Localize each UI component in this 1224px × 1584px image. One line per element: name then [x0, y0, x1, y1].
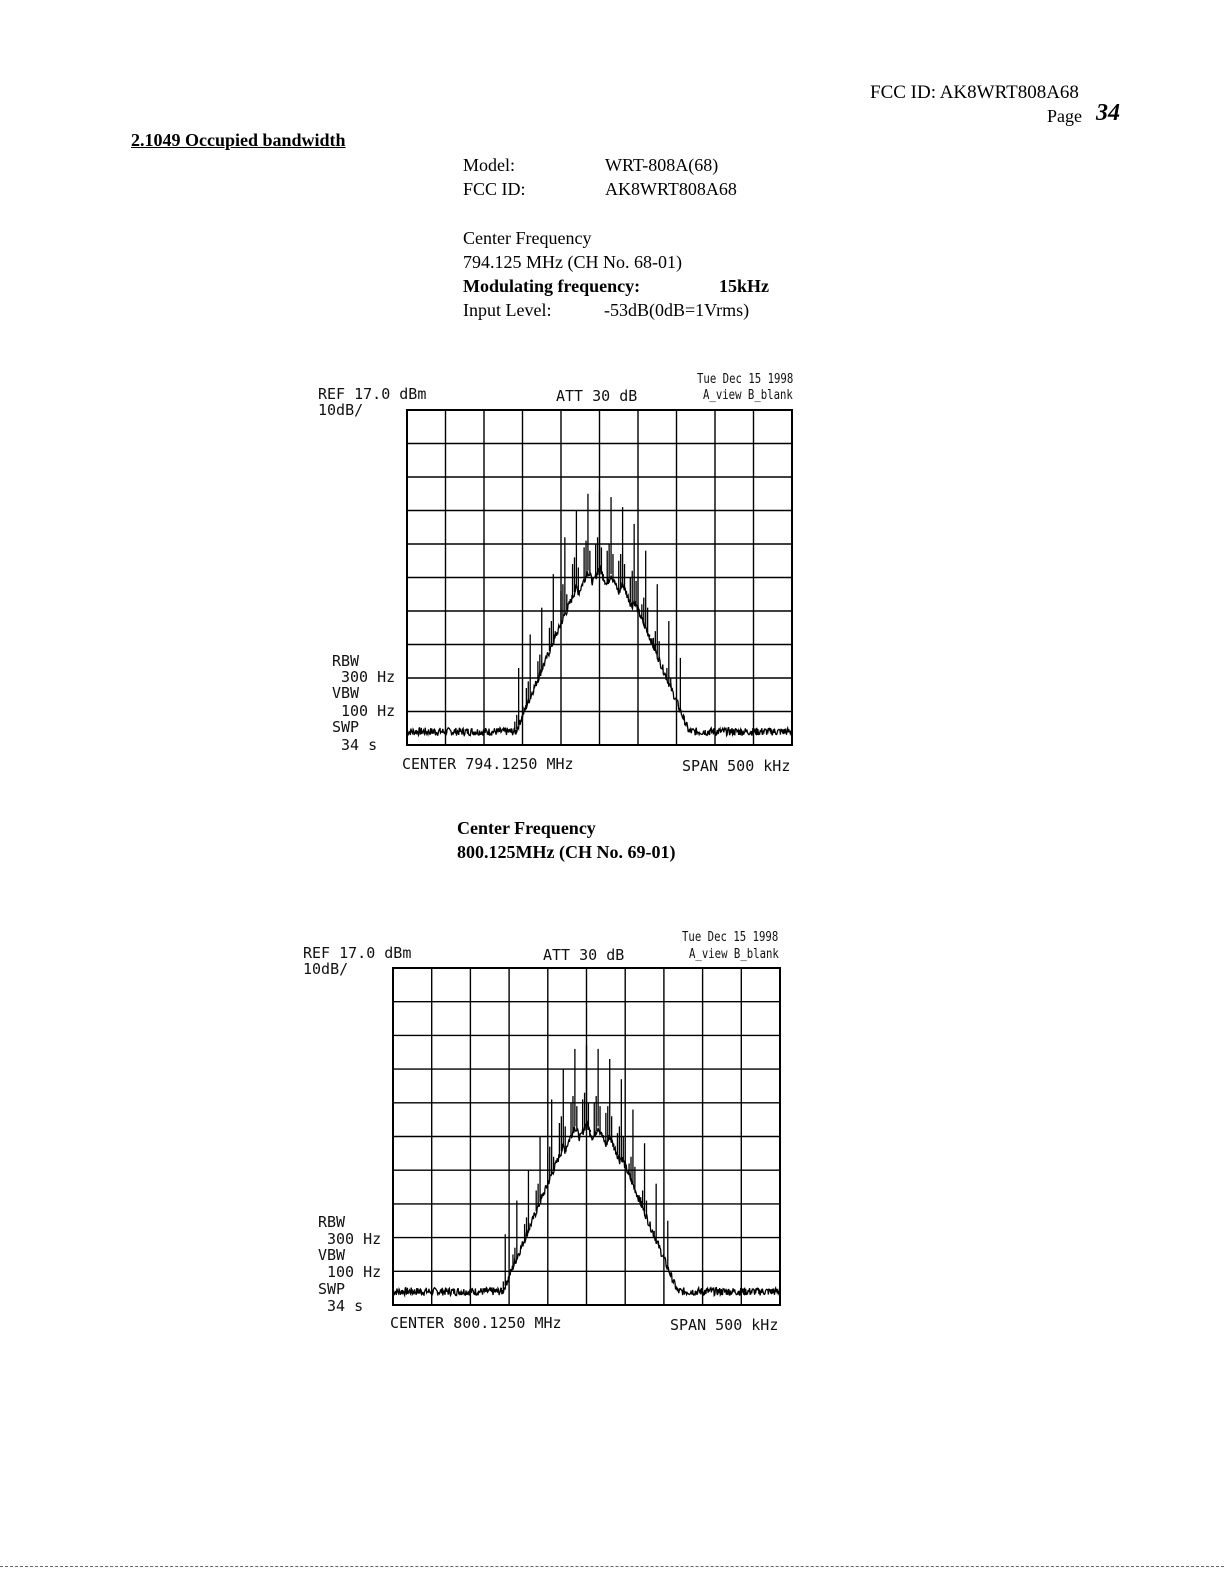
- fcc-id-header: FCC ID: AK8WRT808A68: [870, 82, 1079, 103]
- plot2-rbw-label: RBW: [318, 1213, 346, 1231]
- plot2-rbw-value: 300 Hz: [327, 1230, 382, 1248]
- fcc-value: AK8WRT808A68: [605, 179, 737, 199]
- plot2-swp-label: SWP: [318, 1280, 346, 1298]
- modulating-frequency-label: Modulating frequency:: [463, 276, 641, 296]
- plot2-date: Tue Dec 15 1998: [682, 930, 779, 945]
- plot1-swp-value: 34 s: [341, 736, 378, 754]
- plot2-vbw-value: 100 Hz: [327, 1263, 382, 1281]
- center-frequency-value: 794.125 MHz (CH No. 68-01): [463, 252, 682, 272]
- plot2-vbw-label: VBW: [318, 1246, 346, 1264]
- bottom-rule: [0, 1566, 1224, 1567]
- plot1-view-mode: A_view B_blank: [703, 388, 793, 403]
- plot2-center-frequency: CENTER 800.1250 MHz: [390, 1314, 562, 1332]
- plot1-rbw-value: 300 Hz: [341, 668, 396, 686]
- plot1-center-frequency: CENTER 794.1250 MHz: [402, 755, 574, 773]
- plot1-scale: 10dB/: [318, 401, 364, 419]
- plot1-vbw-label: VBW: [332, 684, 360, 702]
- plot2-attenuation: ATT 30 dB: [543, 946, 625, 964]
- plot2-swp-value: 34 s: [327, 1297, 364, 1315]
- plot1-date: Tue Dec 15 1998: [697, 372, 794, 387]
- plot2-spectrum: [393, 968, 780, 1305]
- plot1-rbw-label: RBW: [332, 652, 360, 670]
- plot1-swp-label: SWP: [332, 718, 360, 736]
- model-label: Model:: [463, 155, 515, 175]
- page-number: 34: [1096, 100, 1120, 126]
- fcc-label: FCC ID:: [463, 179, 526, 199]
- modulating-frequency-value: 15kHz: [719, 276, 770, 296]
- plot1-ref-level: REF 17.0 dBm: [318, 385, 427, 403]
- plot1-attenuation: ATT 30 dB: [556, 387, 638, 405]
- plot2-scale: 10dB/: [303, 960, 349, 978]
- input-level-value: -53dB(0dB=1Vrms): [604, 300, 750, 320]
- plot2-view-mode: A_view B_blank: [689, 947, 779, 962]
- model-value: WRT-808A(68): [605, 155, 719, 175]
- center-frequency-label: Center Frequency: [463, 228, 592, 248]
- plot1-span: SPAN 500 kHz: [682, 757, 791, 775]
- section-title: 2.1049 Occupied bandwidth: [131, 130, 346, 150]
- plot2-ref-level: REF 17.0 dBm: [303, 944, 412, 962]
- plot1-vbw-value: 100 Hz: [341, 702, 396, 720]
- page-label: Page: [1047, 106, 1082, 126]
- input-level-label: Input Level:: [463, 300, 552, 320]
- plot1-spectrum: [407, 410, 792, 745]
- second-center-frequency-label: Center Frequency: [457, 818, 596, 838]
- plot2-span: SPAN 500 kHz: [670, 1316, 779, 1334]
- second-center-frequency-value: 800.125MHz (CH No. 69-01): [457, 842, 676, 862]
